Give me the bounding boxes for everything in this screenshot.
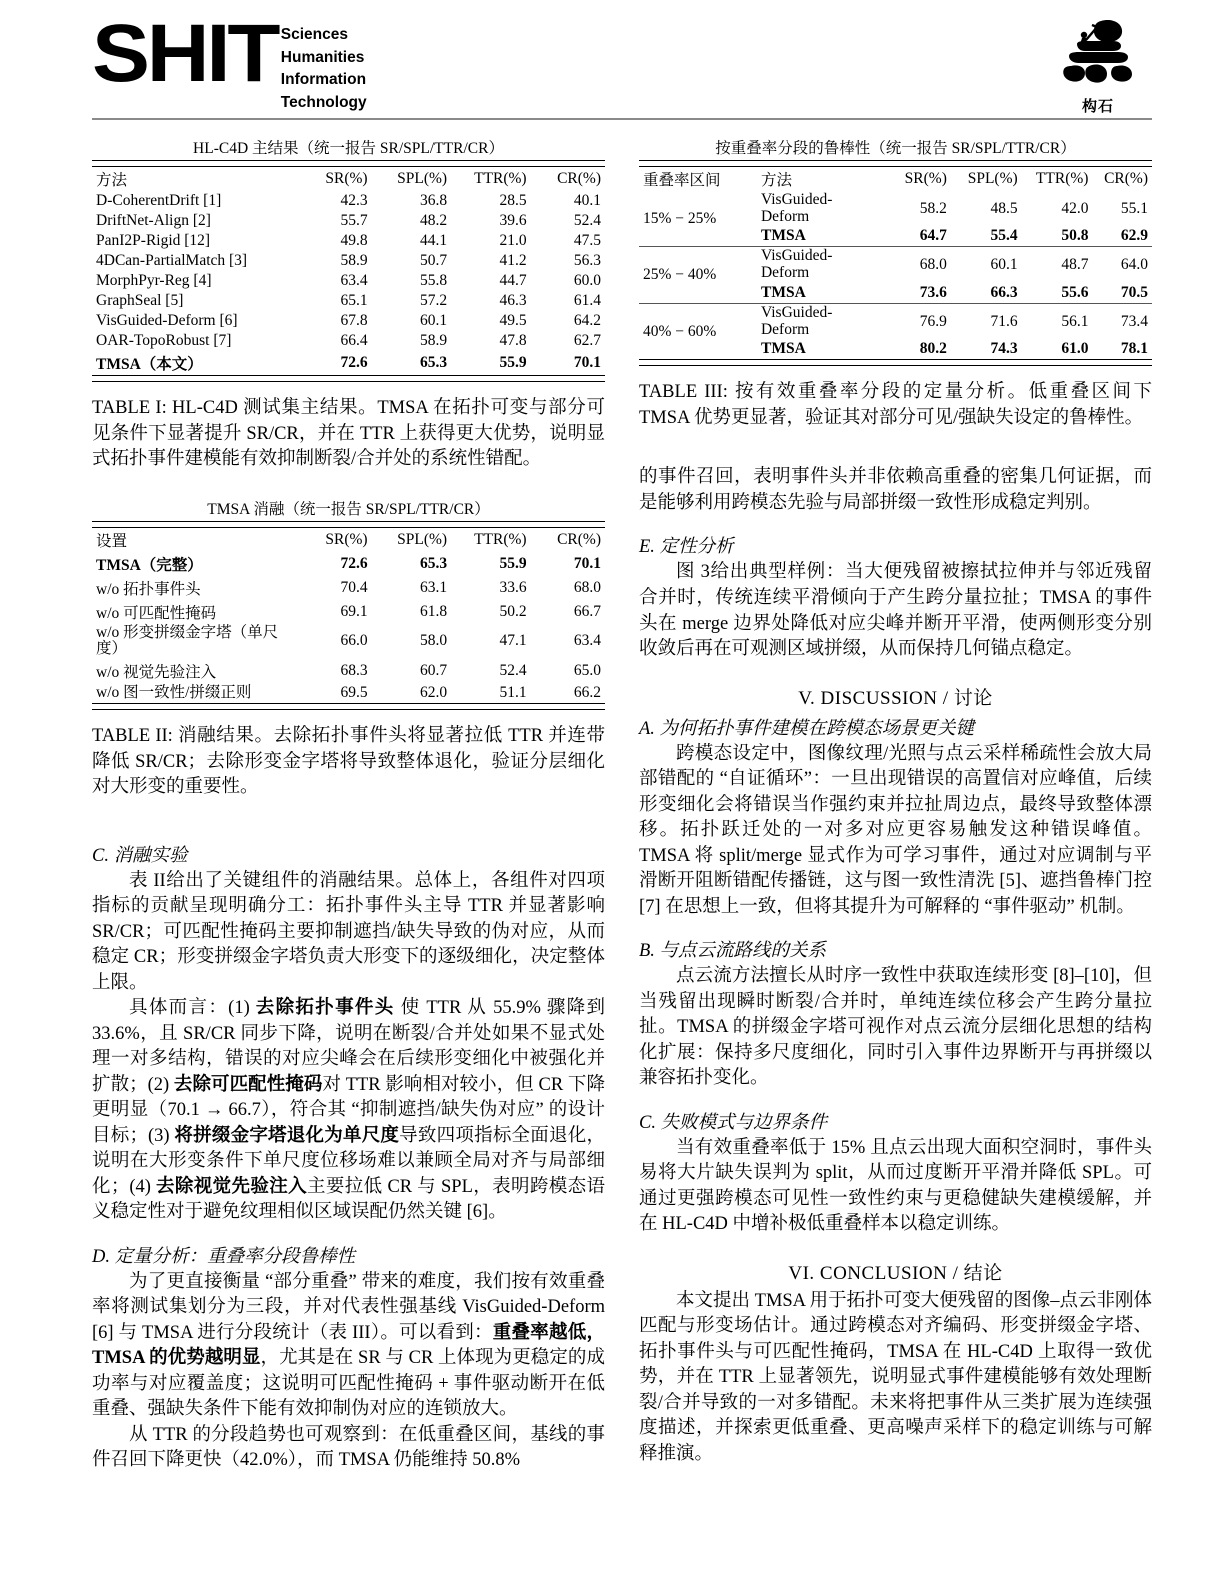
cell-spl: 36.8 — [419, 192, 448, 209]
cell-method: GraphSeal [5] — [96, 292, 184, 309]
table-row — [92, 271, 605, 291]
section-heading-e: E. 定性分析 — [639, 537, 734, 558]
cell-setting: w/o 视觉先验注入 — [96, 664, 217, 682]
section-heading-c: C. 消融实验 — [92, 845, 188, 866]
paragraph-c2: 具体而言：(1) 去除拓扑事件头 使 TTR 从 55.9% 骤降到 33.6%，且 SR/CR 同步下降，说明在断裂/合并处如果不显式处理一对多结构，错误的对应尖峰会在后续形变细化中被强化并扩散；(2) 去除可匹配性掩码对 TTR 影响相对较小，但 CR 下降更明显（70.1 → 66.7），符合其 “抑制遮挡/缺失伪对应” 的设计目标；(3) 将拼缀金字塔退化为单尺度导致四项指标全面退化，说明在大形变条件下单尺度位移场难以兼顾全局对齐与局部细化；(4) 去除视觉先验注入主要拉低 CR 与 SPL，表明跨模态语义稳定性对于避免纹理相似区域误配仍然关键 [6]。 — [92, 998, 605, 1223]
cell-spl: 60.1 — [419, 312, 448, 329]
cell-spl: 63.1 — [419, 578, 448, 596]
cell-method: VisGuided-Deform — [757, 303, 880, 339]
cell-method: PanI2P-Rigid [12] — [96, 232, 211, 249]
cell-cr: 65.0 — [573, 662, 601, 680]
cell-spl: 65.3 — [419, 554, 448, 572]
cell-sr: 42.3 — [340, 192, 368, 209]
table-3-caption: TABLE III: 按有效重叠率分段的定量分析。低重叠区间下 TMSA 优势更显著，验证其对部分可见/强缺失设定的鲁棒性。 — [639, 382, 1152, 428]
table-1-body — [92, 191, 605, 382]
cell-cr: 73.4 — [1092, 303, 1152, 339]
cell-cr: 62.7 — [573, 332, 601, 349]
cell-spl: 55.8 — [419, 272, 448, 289]
table-row — [92, 331, 605, 351]
cell-cr: 62.9 — [1120, 227, 1148, 245]
cell-spl: 50.7 — [419, 252, 448, 269]
cell-cr: 68.0 — [573, 578, 601, 596]
cell-method: TMSA — [760, 340, 806, 358]
table-row — [92, 576, 605, 600]
cell-method: TMSA — [760, 227, 806, 245]
cell-spl: 65.3 — [419, 354, 448, 371]
table-1-col-ttr: TTR(%) — [474, 170, 527, 187]
cell-sr: 64.7 — [919, 227, 947, 245]
table-3-header-row — [639, 167, 1152, 192]
cell-overlap-range: 25% − 40% — [639, 247, 757, 303]
table-1-title: HL-C4D 主结果（统一报告 SR/SPL/TTR/CR） — [193, 140, 504, 157]
cell-spl: 44.1 — [419, 232, 448, 249]
cell-ttr: 51.1 — [499, 684, 527, 702]
table-3-col-ttr: TTR(%) — [1035, 170, 1089, 187]
cell-sr: 49.8 — [340, 232, 368, 249]
paragraph-v-b: 点云流方法擅长从时序一致性中获取连续形变 [8]–[10]，但当残留出现瞬时断裂/合并时，单纯连续位移会产生跨分量拉扯。TMSA 的拼缀金字塔可视作对点云流分层细化思想的结构化扩展：保持多尺度细化，同时引入事件边界断开与再拼缀以兼容拓扑变化。 — [639, 966, 1152, 1089]
cell-sr: 80.2 — [919, 340, 947, 358]
chapter-heading-vi: VI. CONCLUSION / 结论 — [788, 1262, 1003, 1284]
cell-cr: 78.1 — [1120, 340, 1148, 358]
section-heading-v-b: B. 与点云流路线的关系 — [639, 941, 827, 962]
cell-method: D-CoherentDrift [1] — [96, 191, 222, 209]
table-1-col-sr: SR(%) — [325, 170, 368, 187]
cell-sr: 76.9 — [880, 303, 951, 339]
table-2-caption: TABLE II: 消融结果。去除拓扑事件头将显著拉低 TTR 并连带降低 SR/CR；去除形变金字塔将导致整体退化，验证分层细化对大形变的重要性。 — [92, 726, 605, 798]
chapter-heading-v: V. DISCUSSION / 讨论 — [798, 687, 993, 709]
cell-ttr: 39.6 — [499, 212, 527, 229]
table-row — [92, 291, 605, 311]
table-3-col-range: 重叠率区间 — [643, 172, 721, 189]
cell-ttr: 41.2 — [499, 252, 527, 269]
table-3-title: 按重叠率分段的鲁棒性（统一报告 SR/SPL/TTR/CR） — [715, 140, 1076, 157]
cell-method: VisGuided-Deform [6] — [96, 311, 238, 329]
table-row — [639, 247, 1152, 283]
table-1 — [92, 136, 605, 382]
cell-sr: 73.6 — [919, 283, 947, 301]
cell-method: TMSA（本文） — [96, 356, 203, 373]
cell-overlap-range: 40% − 60% — [639, 303, 757, 359]
brand-subtitle — [281, 24, 367, 115]
paragraph-d1: 为了更直接衡量 “部分重叠” 带来的难度，我们按有效重叠率将测试集划分为三段，并对代表性强基线 VisGuided-Deform [6] 与 TMSA 进行分段统计（表 III）。可以看到：重叠率越低，TMSA 的优势越明显，尤其是在 SR 与 CR 上体现为更稳定的成功率与对应覆盖度；这说明可匹配性掩码 + 事件驱动断开在低重叠、强缺失条件下能有效抑制伪对应的连锁放大。 — [92, 1271, 605, 1420]
table-row — [639, 303, 1152, 339]
cell-spl: 61.8 — [419, 602, 448, 620]
cell-sr: 63.4 — [340, 272, 368, 289]
paragraph-v-a: 跨模态设定中，图像纹理/光照与点云采样稀疏性会放大局部错配的 “自证循环”：一旦出现错误的高置信对应峰值，后续形变细化会将错误当作强约束并拉扯周边点，最终导致整体漂移。拓扑跃迁处的一对多对应更容易触发这种错误峰值。TMSA 将 split/merge 显式作为可学习事件，通过对应调制与平滑断开阻断错配传播链，这与图一致性清洗 [5]、遮挡鲁棒门控 [7] 在思想上一致，但将其提升为可解释的 “事件驱动” 机制。 — [639, 743, 1152, 917]
cell-spl: 48.2 — [419, 212, 448, 229]
cell-spl: 66.3 — [990, 283, 1018, 301]
cell-sr: 72.6 — [340, 354, 368, 371]
cell-ttr: 55.9 — [499, 354, 527, 371]
table-2-header-row — [92, 527, 605, 552]
paragraph-continued: 的事件召回，表明事件头并非依赖高重叠的密集几何证据，而是能够利用跨模态先验与局部拼缀一致性形成稳定判别。 — [639, 467, 1152, 513]
cell-cr: 64.0 — [1092, 247, 1152, 283]
cell-spl: 55.4 — [990, 227, 1018, 245]
cell-cr: 61.4 — [573, 292, 601, 309]
cell-cr: 70.1 — [573, 554, 601, 572]
paragraph-d2: 从 TTR 的分段趋势也可观察到：在低重叠区间，基线的事件召回下降更快（42.0%），而 TMSA 仍能维持 50.8% — [92, 1424, 605, 1471]
paragraph-c1: 表 II给出了关键组件的消融结果。总体上，各组件对四项指标的贡献呈现明确分工：拓扑事件头主导 TTR 并显著影响 SR/CR；可匹配性掩码主要抑制遮挡/缺失导致的伪对应，从而稳定 CR；形变拼缀金字塔负责大形变下的逐级细化，决定整体上限。 — [92, 870, 605, 993]
table-row — [92, 683, 605, 704]
table-2-col-spl: SPL(%) — [397, 530, 448, 548]
table-2-col-sr: SR(%) — [325, 530, 368, 548]
cell-spl: 57.2 — [419, 292, 448, 309]
table-3-body — [639, 191, 1152, 366]
cell-sr: 72.6 — [340, 554, 368, 572]
cell-spl: 60.1 — [951, 247, 1022, 283]
cell-ttr: 21.0 — [499, 232, 527, 249]
cell-setting: w/o 图一致性/拼缀正则 — [96, 683, 252, 701]
section-heading-v-a: A. 为何拓扑事件建模在跨模态场景更关键 — [639, 718, 975, 739]
cell-sr: 65.1 — [340, 292, 368, 309]
right-column — [639, 136, 1152, 1556]
table-3-col-cr: CR(%) — [1104, 170, 1148, 187]
cell-cr: 66.2 — [573, 684, 601, 702]
masthead — [92, 8, 1152, 115]
table-1-col-spl: SPL(%) — [397, 170, 448, 187]
cell-cr: 55.1 — [1120, 199, 1148, 217]
cell-ttr: 48.7 — [1022, 247, 1093, 283]
cell-cr: 70.5 — [1120, 283, 1148, 301]
two-column-body — [92, 136, 1152, 1556]
cell-setting: w/o 拓扑事件头 — [96, 580, 201, 598]
table-row — [92, 311, 605, 331]
cell-sr: 69.1 — [340, 602, 368, 620]
brand-subtitle-line-4: Technology — [280, 93, 367, 111]
table-2-col-ttr: TTR(%) — [474, 530, 527, 548]
table-2-col-cr: CR(%) — [557, 530, 601, 548]
cell-sr: 58.2 — [919, 199, 947, 217]
cell-setting: w/o 形变拼缀金字塔（单尺度） — [96, 623, 279, 658]
cell-cr: 60.0 — [573, 272, 601, 289]
table-row — [92, 251, 605, 271]
table-2-col-setting: 设置 — [96, 532, 128, 550]
cell-method: TMSA — [760, 283, 806, 301]
spacer — [92, 473, 605, 497]
cell-spl: 71.6 — [951, 303, 1022, 339]
cell-cr: 64.2 — [573, 312, 601, 329]
cell-cr: 47.5 — [573, 232, 601, 249]
publisher-logo-caption: 构石 — [1081, 98, 1114, 115]
cell-method: DriftNet-Align [2] — [96, 212, 211, 229]
cell-method: OAR-TopoRobust [7] — [96, 331, 232, 349]
cell-sr: 67.8 — [340, 312, 368, 329]
table-2-bottom-rule — [92, 704, 605, 710]
cell-ttr: 47.8 — [499, 332, 527, 349]
cell-cr: 70.1 — [573, 354, 601, 371]
cell-sr: 70.4 — [340, 578, 368, 596]
cell-sr: 55.7 — [340, 212, 368, 229]
section-heading-d: D. 定量分析：重叠率分段鲁棒性 — [92, 1246, 356, 1267]
spacer — [639, 431, 1152, 465]
cell-ttr: 55.9 — [499, 554, 527, 572]
cell-spl: 60.7 — [419, 662, 448, 680]
masthead-divider — [92, 118, 1152, 120]
table-row — [92, 191, 605, 211]
paragraph-v-c: 当有效重叠率低于 15% 且点云出现大面积空洞时，事件头易将大片缺失误判为 split，从而过度断开平滑并降低 SPL。可通过更强跨模态可见性一致性约束与更稳健缺失建模缓解，并在 HL-C4D 中增补极低重叠样本以稳定训练。 — [639, 1137, 1152, 1235]
spacer — [92, 801, 605, 825]
table-1-col-cr: CR(%) — [557, 170, 601, 187]
cell-ttr: 46.3 — [499, 292, 527, 309]
paragraph-e1: 图 3给出典型样例：当大便残留被擦拭拉伸并与邻近残留合并时，传统连续平滑倾向于产生跨分量拉扯；TMSA 的事件头在 merge 边界处降低对应尖峰并断开平滑，使两侧形变分别收敛后再在可观测区域拼缀，从而保持几何锚点稳定。 — [639, 562, 1152, 660]
journal-brand — [92, 8, 1152, 115]
brand-wordmark: SHIT — [92, 8, 278, 99]
cell-spl: 58.0 — [419, 632, 448, 650]
cell-ttr: 44.7 — [499, 272, 527, 289]
table-row — [92, 659, 605, 683]
cell-cr: 56.3 — [573, 252, 601, 269]
section-heading-v-c: C. 失败模式与边界条件 — [639, 1112, 828, 1133]
cell-cr: 66.7 — [573, 602, 601, 620]
cell-setting: TMSA（完整） — [96, 556, 203, 574]
brand-subtitle-line-1: Sciences — [280, 26, 349, 43]
stone-stack-icon — [1055, 18, 1141, 94]
cell-method: VisGuided-Deform — [757, 247, 880, 283]
cell-spl: 62.0 — [419, 684, 448, 702]
table-2 — [92, 497, 605, 710]
table-3-col-method: 方法 — [760, 172, 792, 189]
cell-ttr: 49.5 — [499, 312, 527, 329]
cell-spl: 48.5 — [990, 199, 1018, 217]
cell-ttr: 50.8 — [1061, 227, 1089, 245]
cell-ttr: 42.0 — [1061, 199, 1089, 217]
cell-spl: 74.3 — [990, 340, 1018, 358]
cell-ttr: 28.5 — [499, 192, 527, 209]
cell-sr: 68.3 — [340, 662, 368, 680]
cell-ttr: 52.4 — [499, 662, 527, 680]
table-row-highlight — [92, 552, 605, 576]
table-2-body — [92, 552, 605, 710]
brand-subtitle-line-3: Information — [280, 71, 367, 89]
table-row — [92, 231, 605, 251]
table-1-col-method: 方法 — [96, 172, 128, 189]
brand-subtitle-line-2: Humanities — [280, 48, 365, 66]
table-1-grid — [92, 160, 605, 382]
table-row — [92, 624, 605, 659]
cell-cr: 40.1 — [573, 192, 601, 209]
cell-sr: 66.4 — [340, 332, 368, 349]
table-3 — [639, 136, 1152, 366]
table-3-col-spl: SPL(%) — [967, 170, 1018, 187]
table-1-bottom-rule — [92, 376, 605, 382]
cell-overlap-range: 15% − 25% — [643, 209, 717, 227]
cell-ttr: 33.6 — [499, 578, 527, 596]
publisher-logo — [1044, 18, 1152, 116]
cell-ttr: 50.2 — [499, 602, 527, 620]
cell-method: 4DCan-PartialMatch [3] — [96, 251, 248, 269]
table-row-highlight — [92, 351, 605, 376]
table-2-grid — [92, 521, 605, 710]
table-1-header-row — [92, 167, 605, 192]
cell-ttr: 61.0 — [1061, 340, 1089, 358]
cell-ttr: 47.1 — [499, 632, 527, 650]
paragraph-vi: 本文提出 TMSA 用于拓扑可变大便残留的图像–点云非刚体匹配与形变场估计。通过跨模态对齐编码、形变拼缀金字塔、拓扑事件头与可匹配性掩码，TMSA 在 HL-C4D 上取得一致优势，并在 TTR 上显著领先，说明显式事件建模能够有效处理断裂/合并导致的一对多错配。未来将把事件从三类扩展为连续强度描述，并探索更低重叠、更高噪声采样下的稳定训练与可解释推演。 — [639, 1290, 1152, 1464]
cell-ttr: 55.6 — [1061, 283, 1089, 301]
table-row — [639, 191, 1152, 226]
table-1-caption: TABLE I: HL-C4D 测试集主结果。TMSA 在拓扑可变与部分可见条件下显著提升 SR/CR，并在 TTR 上获得更大优势，说明显式拓扑事件建模能有效抑制断裂/合并处的系统性错配。 — [92, 398, 605, 470]
cell-cr: 63.4 — [573, 632, 601, 650]
table-3-col-sr: SR(%) — [904, 170, 947, 187]
cell-sr: 58.9 — [340, 252, 368, 269]
cell-spl: 58.9 — [419, 332, 448, 349]
table-3-grid — [639, 160, 1152, 366]
cell-sr: 68.0 — [880, 247, 951, 283]
cell-sr: 66.0 — [340, 632, 368, 650]
cell-cr: 52.4 — [573, 212, 601, 229]
table-2-title: TMSA 消融（统一报告 SR/SPL/TTR/CR） — [207, 500, 490, 518]
left-column — [92, 136, 605, 1556]
table-row — [92, 211, 605, 231]
table-row — [92, 600, 605, 624]
table-3-bottom-rule — [639, 360, 1152, 366]
cell-method: MorphPyr-Reg [4] — [96, 272, 212, 289]
cell-method: VisGuided-Deform — [760, 191, 833, 225]
cell-ttr: 56.1 — [1022, 303, 1093, 339]
cell-sr: 69.5 — [340, 684, 368, 702]
cell-setting: w/o 可匹配性掩码 — [96, 604, 217, 622]
